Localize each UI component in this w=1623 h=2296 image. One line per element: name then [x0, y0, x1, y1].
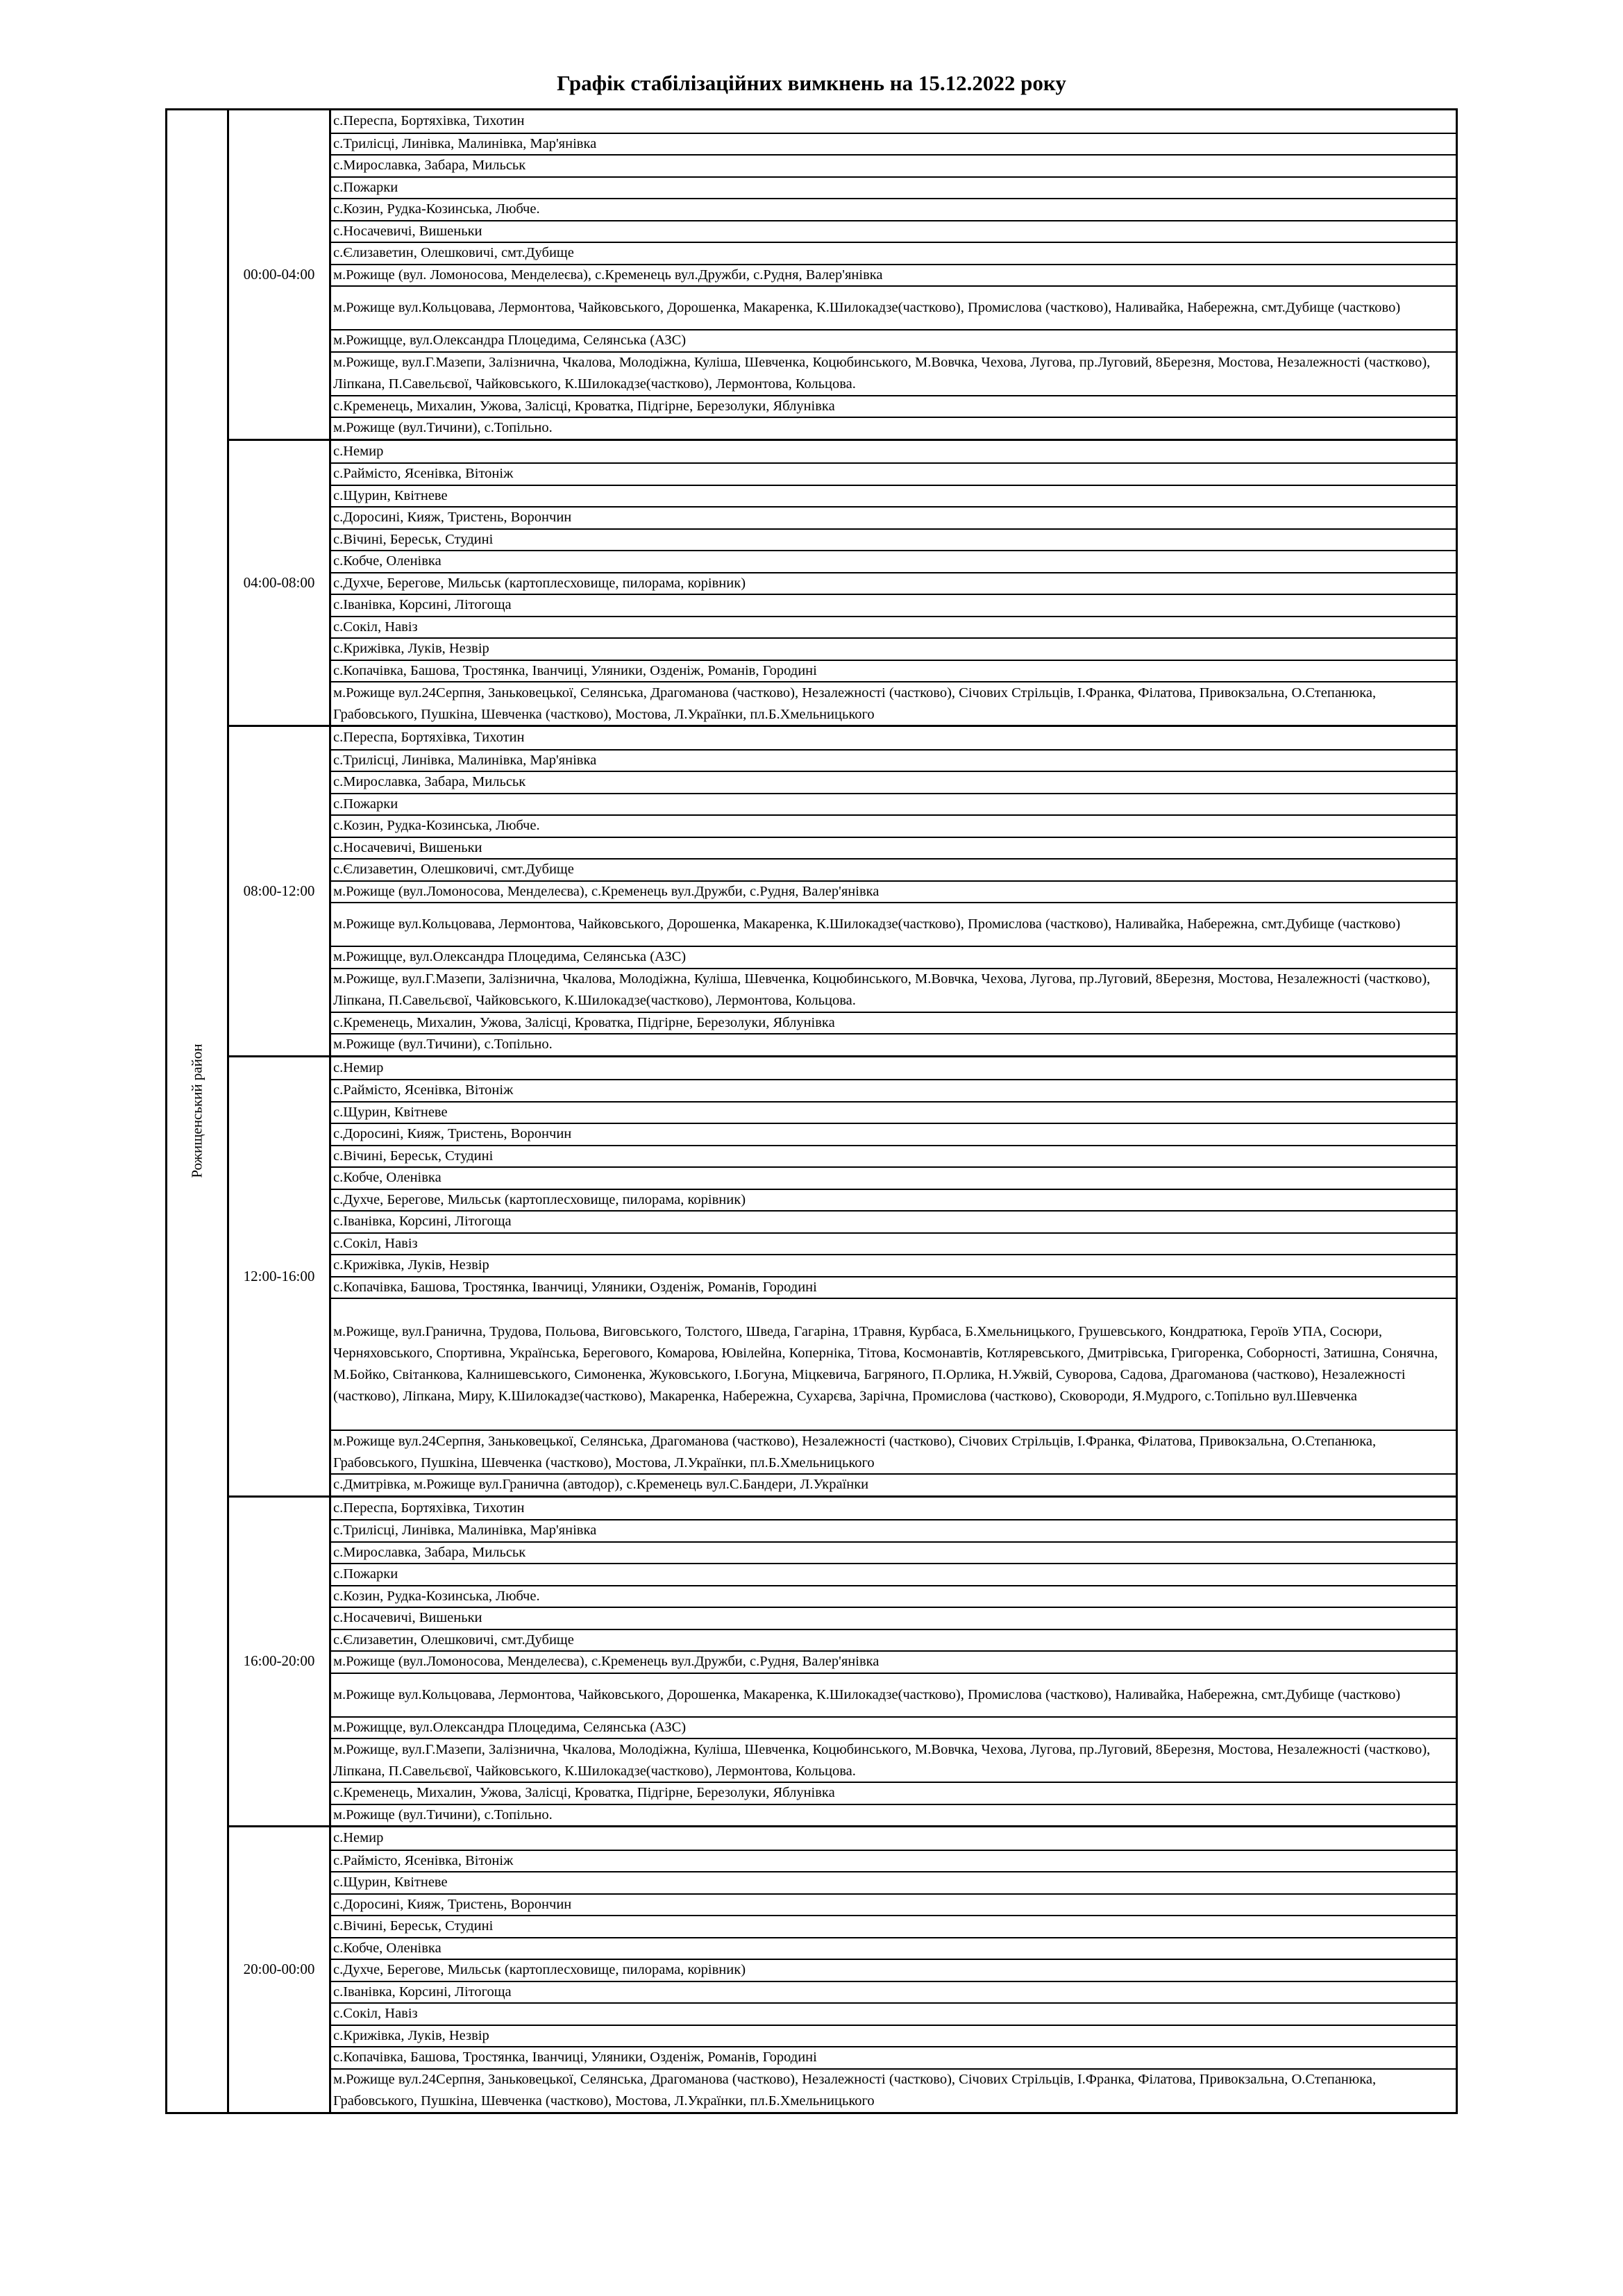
location-text: м.Рожище вул.Кольцовава, Лермонтова, Чайковського, Дорошенка, Макаренка, К.Шилокадзе(частково), Промислова (частково), Наливайка, Набережна, смт.Дубище (частково) [333, 1686, 1401, 1702]
location-text: с.Переспа, Бортяхівка, Тихотин [333, 1500, 525, 1516]
location-text: с.Духче, Берегове, Мильськ (картоплесховище, пилорама, корівник) [333, 1191, 746, 1207]
time-block [229, 1495, 1456, 1826]
location-row [331, 572, 1456, 594]
location-row [331, 220, 1456, 242]
location-row [331, 1166, 1456, 1189]
location-row [331, 637, 1456, 660]
location-row [331, 1650, 1456, 1673]
location-list [331, 1827, 1456, 2112]
location-text: с.Носачевичі, Вишеньки [333, 223, 482, 239]
location-text: с.Пожарки [333, 179, 398, 195]
location-text: м.Рожище вул.24Серпня, Заньковецької, Селянська, Драгоманова (частково), Незалежності (частково), Січових Стрільців, І.Франка, Філатова, Привокзальна, О.Степанюка, Грабовського, Пушкіна, Шевченка (частково), Мостова, Л.Українки, пл.Б.Хмельницького [333, 685, 1377, 722]
location-row [331, 417, 1456, 439]
location-row [331, 902, 1456, 946]
location-text: с.Крижівка, Луків, Незвір [333, 2027, 489, 2043]
location-text: с.Єлизаветин, Олешковичі, смт.Дубище [333, 245, 574, 261]
location-row [331, 968, 1456, 1012]
location-row [331, 1430, 1456, 1473]
location-row [331, 814, 1456, 837]
location-text: с.Копачівка, Башова, Тростянка, Іванчиці, Уляники, Озденіж, Романів, Городині [333, 1279, 817, 1295]
location-text: м.Рожище (вул.Тичини), с.Топільно. [333, 1037, 553, 1053]
location-row [331, 285, 1456, 329]
location-row [331, 485, 1456, 507]
location-text: с.Крижівка, Луків, Незвір [333, 1257, 489, 1273]
location-row [331, 1827, 1456, 1850]
page-title: Графік стабілізаційних вимкнень на 15.12.2022 року [557, 71, 1066, 95]
location-text: с.Пожарки [333, 1566, 398, 1582]
location-list [331, 1057, 1456, 1495]
location-text: с.Носачевичі, Вишеньки [333, 1610, 482, 1626]
location-row [331, 681, 1456, 725]
location-row [331, 1607, 1456, 1629]
location-row [331, 462, 1456, 485]
location-text: с.Щурин, Квітневе [333, 1104, 448, 1120]
location-text: м.Рожище вул.24Серпня, Заньковецької, Селянська, Драгоманова (частково), Незалежності (частково), Січових Стрільців, І.Франка, Філатова, Привокзальна, О.Степанюка, Грабовського, Пушкіна, Шевченка (частково), Мостова, Л.Українки, пл.Б.Хмельницького [333, 2072, 1377, 2109]
location-text: с.Трилісці, Линівка, Малинівка, Мар'янівка [333, 1523, 597, 1539]
location-text: с.Вічині, Береськ, Студині [333, 531, 494, 547]
location-row [331, 1915, 1456, 1937]
location-row [331, 1232, 1456, 1255]
location-text: с.Доросині, Кияж, Тристень, Ворончин [333, 1896, 572, 1912]
location-row [331, 1473, 1456, 1495]
location-text: с.Іванівка, Корсині, Літогоща [333, 597, 512, 613]
location-row [331, 1254, 1456, 1276]
location-text: с.Трилісці, Линівка, Малинівка, Мар'янівка [333, 135, 597, 151]
location-row [331, 550, 1456, 572]
time-block [229, 439, 1456, 726]
location-row [331, 351, 1456, 395]
location-text: м.Рожище, вул.Г.Мазепи, Залізнична, Чкалова, Молодіжна, Куліша, Шевченка, Коцюбинського, М.Вовчка, Чехова, Лугова, пр.Луговий, 8Березня, Мостова, Незалежності (частково), Ліпкана, П.Савельєвої, Чайковського, К.Шилокадзе(частково), Лермонтова, Кольцова. [333, 355, 1431, 392]
location-row [331, 837, 1456, 859]
location-text: с.Вічині, Береськ, Студині [333, 1148, 494, 1164]
schedule-table [165, 108, 1458, 2114]
location-row [331, 660, 1456, 682]
location-row [331, 1959, 1456, 1981]
location-text: с.Доросині, Кияж, Тристень, Ворончин [333, 510, 572, 526]
location-text: с.Сокіл, Навіз [333, 1235, 418, 1251]
location-row [331, 1850, 1456, 1872]
location-text: м.Рожище (вул.Ломоносова, Менделеєва), с.Кременець вул.Дружби, с.Рудня, Валер'янівка [333, 883, 880, 899]
location-text: с.Іванівка, Корсині, Літогоща [333, 1984, 512, 2000]
location-text: с.Раймісто, Ясенівка, Вітоніж [333, 1852, 514, 1868]
location-row [331, 1145, 1456, 1167]
location-text: с.Раймісто, Ясенівка, Вітоніж [333, 466, 514, 482]
location-row [331, 1298, 1456, 1430]
location-text: с.Носачевичі, Вишеньки [333, 839, 482, 855]
location-row [331, 2002, 1456, 2025]
location-row [331, 154, 1456, 176]
location-text: с.Вічині, Береськ, Студині [333, 1918, 494, 1934]
location-text: с.Єлизаветин, Олешковичі, смт.Дубище [333, 1632, 574, 1648]
location-text: с.Трилісці, Линівка, Малинівка, Мар'янівка [333, 752, 597, 768]
location-row [331, 2046, 1456, 2068]
location-row [331, 1673, 1456, 1716]
district-cell [167, 110, 229, 2112]
location-text: с.Духче, Берегове, Мильськ (картоплесховище, пилорама, корівник) [333, 1962, 746, 1978]
location-row [331, 264, 1456, 286]
location-row [331, 1033, 1456, 1055]
location-text: с.Козин, Рудка-Козинська, Любче. [333, 1588, 540, 1604]
location-row [331, 1563, 1456, 1585]
location-text: с.Щурин, Квітневе [333, 487, 448, 503]
location-text: м.Рожищце, вул.Олександра Плоцедима, Селянська (АЗС) [333, 1719, 687, 1735]
location-text: с.Кобче, Оленівка [333, 1940, 442, 1956]
location-row [331, 1716, 1456, 1738]
location-row [331, 1123, 1456, 1145]
location-row [331, 793, 1456, 815]
location-row [331, 133, 1456, 155]
location-text: м.Рожище (вул. Ломоносова, Менделеєва), с.Кременець вул.Дружби, с.Рудня, Валер'янівка [333, 267, 883, 283]
location-text: с.Єлизаветин, Олешковичі, смт.Дубище [333, 862, 574, 878]
location-row [331, 727, 1456, 749]
location-text: с.Копачівка, Башова, Тростянка, Іванчиці, Уляники, Озденіж, Романів, Городині [333, 2050, 817, 2065]
location-text: м.Рожище, вул.Г.Мазепи, Залізнична, Чкалова, Молодіжна, Куліша, Шевченка, Коцюбинського, М.Вовчка, Чехова, Лугова, пр.Луговий, 8Березня, Мостова, Незалежності (частково), Ліпкана, П.Савельєвої, Чайковського, К.Шилокадзе(частково), Лермонтова, Кольцова. [333, 1741, 1431, 1779]
location-text: с.Козин, Рудка-Козинська, Любче. [333, 818, 540, 834]
location-row [331, 594, 1456, 616]
location-text: с.Дмитрівка, м.Рожище вул.Гранична (автодор), с.Кременець вул.С.Бандери, Л.Українки [333, 1477, 869, 1493]
time-block [229, 110, 1456, 439]
location-text: с.Мирославка, Забара, Мильськ [333, 774, 526, 790]
location-row [331, 771, 1456, 793]
time-range: 04:00-08:00 [229, 441, 331, 726]
location-list [331, 727, 1456, 1055]
time-blocks [229, 110, 1456, 2112]
location-row [331, 749, 1456, 771]
location-row [331, 1937, 1456, 1959]
location-row [331, 506, 1456, 528]
location-row [331, 1893, 1456, 1916]
location-text: с.Копачівка, Башова, Тростянка, Іванчиці, Уляники, Озденіж, Романів, Городині [333, 662, 817, 678]
location-text: м.Рожище вул.Кольцовава, Лермонтова, Чайковського, Дорошенка, Макаренка, К.Шилокадзе(частково), Промислова (частково), Наливайка, Набережна, смт.Дубище (частково) [333, 300, 1401, 315]
location-text: с.Кобче, Оленівка [333, 1170, 442, 1186]
time-range: 00:00-04:00 [229, 110, 331, 439]
location-row [331, 2068, 1456, 2112]
location-row [331, 1738, 1456, 1782]
time-block [229, 725, 1456, 1055]
location-row [331, 1057, 1456, 1080]
location-text: с.Козин, Рудка-Козинська, Любче. [333, 201, 540, 217]
location-text: с.Сокіл, Навіз [333, 2006, 418, 2022]
location-text: с.Іванівка, Корсині, Літогоща [333, 1214, 512, 1230]
location-row [331, 1871, 1456, 1893]
location-row [331, 1210, 1456, 1232]
location-text: с.Немир [333, 443, 384, 459]
location-row [331, 1585, 1456, 1607]
location-row [331, 858, 1456, 880]
location-row [331, 1276, 1456, 1298]
location-row [331, 880, 1456, 903]
location-row [331, 1189, 1456, 1211]
district-label: Рожищенський район [188, 1044, 205, 1178]
location-list [331, 110, 1456, 439]
location-text: с.Мирославка, Забара, Мильськ [333, 1544, 526, 1560]
location-text: м.Рожище, вул.Гранична, Трудова, Польова, Виговського, Толстого, Шведа, Гагаріна, 1Травня, Курбаса, Б.Хмельницького, Грушевського, Кондратюка, Героїв УПА, Сосюри, Черняховського, Спортивна, Українська, Берегового, Комарова, Ювілейна, Коперніка, Тітова, Космонавтів, Котляревського, Дмитрівська, Григоренка, Соборності, Затишна, Сонячна, М.Бойко, Світанкова, Калнишевського, Симоненка, Жуковського, І.Богуна, Міцкевича, Багряного, П.Орлика, Н.Ужвій, Суворова, Садова, Драгоманова (частково), Незалежності (частково), Ліпкана, Миру, К.Шилокадзе(частково), Макаренка, Набережна, Сухарєва, Зарічна, Промислова (частково), Сковороди, Я.Мудрого, с.Топільно вул.Шевченка [333, 1324, 1438, 1404]
location-text: м.Рожище (вул.Тичини), с.Топільно. [333, 420, 553, 436]
location-text: м.Рожище вул.24Серпня, Заньковецької, Селянська, Драгоманова (частково), Незалежності (частково), Січових Стрільців, І.Франка, Філатова, Привокзальна, О.Степанюка, Грабовського, Пушкіна, Шевченка (частково), Мостова, Л.Українки, пл.Б.Хмельницького [333, 1433, 1377, 1470]
location-text: с.Крижівка, Луків, Незвір [333, 641, 489, 657]
location-row [331, 1498, 1456, 1520]
location-row [331, 110, 1456, 133]
location-text: с.Духче, Берегове, Мильськ (картоплесховище, пилорама, корівник) [333, 575, 746, 591]
location-row [331, 616, 1456, 638]
location-row [331, 395, 1456, 417]
location-text: с.Мирославка, Забара, Мильськ [333, 158, 526, 174]
location-text: с.Щурин, Квітневе [333, 1875, 448, 1891]
location-row [331, 946, 1456, 968]
location-row [331, 1519, 1456, 1541]
location-text: с.Кременець, Михалин, Ужова, Залісці, Кроватка, Підгірне, Березолуки, Яблунівка [333, 1014, 835, 1030]
location-text: с.Переспа, Бортяхівка, Тихотин [333, 113, 525, 129]
location-text: с.Доросині, Кияж, Тристень, Ворончин [333, 1126, 572, 1142]
location-text: с.Немир [333, 1059, 384, 1075]
location-list [331, 441, 1456, 726]
location-row [331, 1079, 1456, 1101]
location-text: с.Раймісто, Ясенівка, Вітоніж [333, 1082, 514, 1098]
location-row [331, 329, 1456, 351]
location-row [331, 198, 1456, 220]
location-text: м.Рожищце, вул.Олександра Плоцедима, Селянська (АЗС) [333, 333, 687, 349]
location-row [331, 242, 1456, 264]
location-text: с.Пожарки [333, 796, 398, 812]
location-row [331, 2025, 1456, 2047]
location-text: с.Немир [333, 1830, 384, 1846]
location-row [331, 1101, 1456, 1123]
location-row [331, 1981, 1456, 2003]
location-list [331, 1498, 1456, 1826]
time-range: 16:00-20:00 [229, 1498, 331, 1826]
location-text: м.Рожищце, вул.Олександра Плоцедима, Селянська (АЗС) [333, 949, 687, 965]
location-row [331, 1804, 1456, 1826]
location-row [331, 176, 1456, 199]
location-text: м.Рожище (вул.Тичини), с.Топільно. [333, 1807, 553, 1822]
location-text: с.Переспа, Бортяхівка, Тихотин [333, 730, 525, 746]
location-text: с.Кобче, Оленівка [333, 553, 442, 569]
time-block [229, 1825, 1456, 2112]
time-range: 12:00-16:00 [229, 1057, 331, 1495]
location-row [331, 1541, 1456, 1564]
location-row [331, 1012, 1456, 1034]
location-text: м.Рожище (вул.Ломоносова, Менделеєва), с.Кременець вул.Дружби, с.Рудня, Валер'янівка [333, 1654, 880, 1670]
location-text: с.Сокіл, Навіз [333, 619, 418, 635]
location-text: с.Кременець, Михалин, Ужова, Залісці, Кроватка, Підгірне, Березолуки, Яблунівка [333, 398, 835, 414]
location-text: с.Кременець, Михалин, Ужова, Залісці, Кроватка, Підгірне, Березолуки, Яблунівка [333, 1785, 835, 1801]
time-range: 20:00-00:00 [229, 1827, 331, 2112]
location-row [331, 1782, 1456, 1804]
time-range: 08:00-12:00 [229, 727, 331, 1055]
location-row [331, 441, 1456, 463]
time-block [229, 1055, 1456, 1495]
location-row [331, 528, 1456, 551]
location-text: м.Рожище вул.Кольцовава, Лермонтова, Чайковського, Дорошенка, Макаренка, К.Шилокадзе(частково), Промислова (частково), Наливайка, Набережна, смт.Дубище (частково) [333, 916, 1401, 932]
location-text: м.Рожище, вул.Г.Мазепи, Залізнична, Чкалова, Молодіжна, Куліша, Шевченка, Коцюбинського, М.Вовчка, Чехова, Лугова, пр.Луговий, 8Березня, Мостова, Незалежності (частково), Ліпкана, П.Савельєвої, Чайковського, К.Шилокадзе(частково), Лермонтова, Кольцова. [333, 971, 1431, 1008]
location-row [331, 1629, 1456, 1651]
